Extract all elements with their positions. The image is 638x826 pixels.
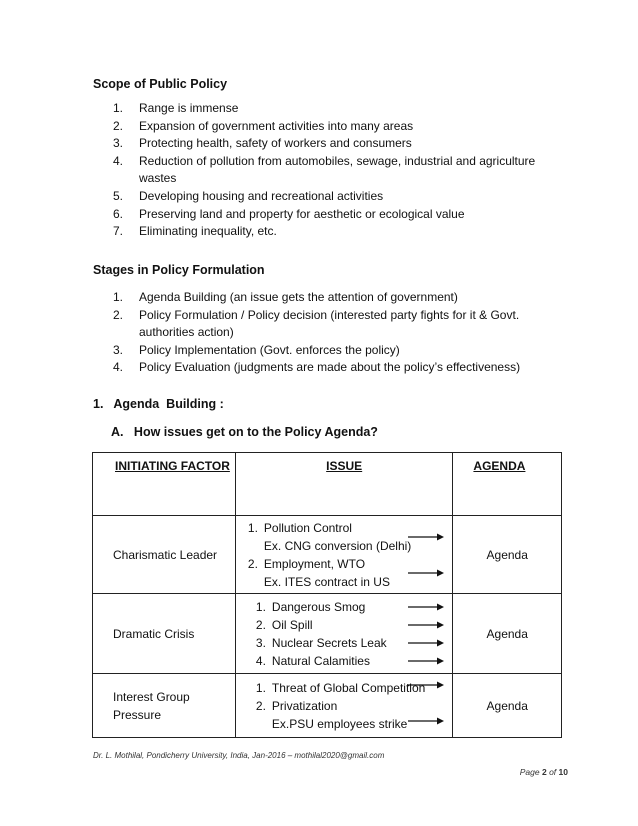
header-issue: ISSUE bbox=[235, 453, 453, 516]
list-item: 3. Protecting health, safety of workers and consumers bbox=[113, 136, 412, 151]
issue-line: 2. Employment, WTO bbox=[247, 556, 366, 571]
factor-line: Interest Group bbox=[113, 689, 190, 704]
footer-credit: Dr. L. Mothilal, Pondicherry University, India, Jan-2016 – mothilal2020@gmail.com bbox=[93, 751, 385, 760]
issue-line: 3. Nuclear Secrets Leak bbox=[255, 635, 387, 650]
agenda-building-heading: 1. Agenda Building : bbox=[93, 397, 224, 411]
table-row bbox=[93, 516, 562, 594]
issue-line: 4. Natural Calamities bbox=[255, 653, 370, 668]
header-initiating-factor: INITIATING FACTOR bbox=[93, 453, 236, 516]
list-item: 7. Eliminating inequality, etc. bbox=[113, 224, 277, 239]
header-agenda: AGENDA bbox=[453, 453, 562, 516]
stages-heading: Stages in Policy Formulation bbox=[93, 263, 265, 277]
list-item: 4. Reduction of pollution from automobiles, sewage, industrial and agriculture wastes bbox=[113, 153, 536, 186]
issue-line: Ex. ITES contract in US bbox=[263, 574, 390, 589]
agenda-table bbox=[92, 452, 562, 738]
issue-line: 2. Privatization bbox=[255, 698, 338, 713]
arrow-right-icon bbox=[408, 680, 444, 690]
factor-line: Pressure bbox=[113, 707, 162, 722]
page-number: Page 2 of 10 bbox=[519, 767, 568, 777]
agenda-cell: Agenda bbox=[453, 674, 562, 738]
arrow-right-icon bbox=[408, 568, 444, 578]
list-item: 5. Developing housing and recreational activities bbox=[113, 188, 384, 203]
table-row bbox=[93, 594, 562, 674]
arrow-right-icon bbox=[408, 638, 444, 648]
arrow-right-icon bbox=[408, 620, 444, 630]
scope-list bbox=[93, 100, 573, 241]
issue-line: 1. Threat of Global Competition bbox=[255, 680, 426, 695]
agenda-cell: Agenda bbox=[453, 516, 562, 594]
list-item: 1. Agenda Building (an issue gets the attention of government) bbox=[113, 290, 458, 304]
arrow-right-icon bbox=[408, 716, 444, 726]
factor-cell: Dramatic Crisis bbox=[93, 594, 236, 674]
list-item: 1. Range is immense bbox=[113, 101, 239, 115]
table-header-row bbox=[93, 453, 562, 516]
list-item: 2. Expansion of government activities into many areas bbox=[113, 118, 414, 133]
issue-cell bbox=[235, 594, 453, 674]
stages-list bbox=[93, 289, 573, 377]
list-item: 4. Policy Evaluation (judgments are made about the policy’s effectiveness) bbox=[113, 360, 521, 375]
list-item: 2. Policy Formulation / Policy decision (interested party fights for it & Govt. authorities action) bbox=[113, 307, 520, 340]
issue-cell bbox=[235, 674, 453, 738]
factor-cell bbox=[93, 674, 236, 738]
arrow-right-icon bbox=[408, 656, 444, 666]
issue-cell bbox=[235, 516, 453, 594]
table-row bbox=[93, 674, 562, 738]
arrow-right-icon bbox=[408, 532, 444, 542]
list-item: 3. Policy Implementation (Govt. enforces the policy) bbox=[113, 342, 400, 357]
issue-line: 1. Pollution Control bbox=[247, 520, 352, 535]
scope-heading: Scope of Public Policy bbox=[93, 77, 228, 91]
issue-line: Ex.PSU employees strike bbox=[271, 716, 408, 731]
list-item: 6. Preserving land and property for aesthetic or ecological value bbox=[113, 206, 465, 221]
issue-line: 2. Oil Spill bbox=[255, 617, 313, 632]
factor-cell: Charismatic Leader bbox=[93, 516, 236, 594]
issue-line: 1. Dangerous Smog bbox=[255, 599, 366, 614]
issue-line: Ex. CNG conversion (Delhi) bbox=[263, 538, 412, 553]
agenda-cell: Agenda bbox=[453, 594, 562, 674]
agenda-subheading: A. How issues get on to the Policy Agenda? bbox=[111, 425, 378, 439]
arrow-right-icon bbox=[408, 602, 444, 612]
